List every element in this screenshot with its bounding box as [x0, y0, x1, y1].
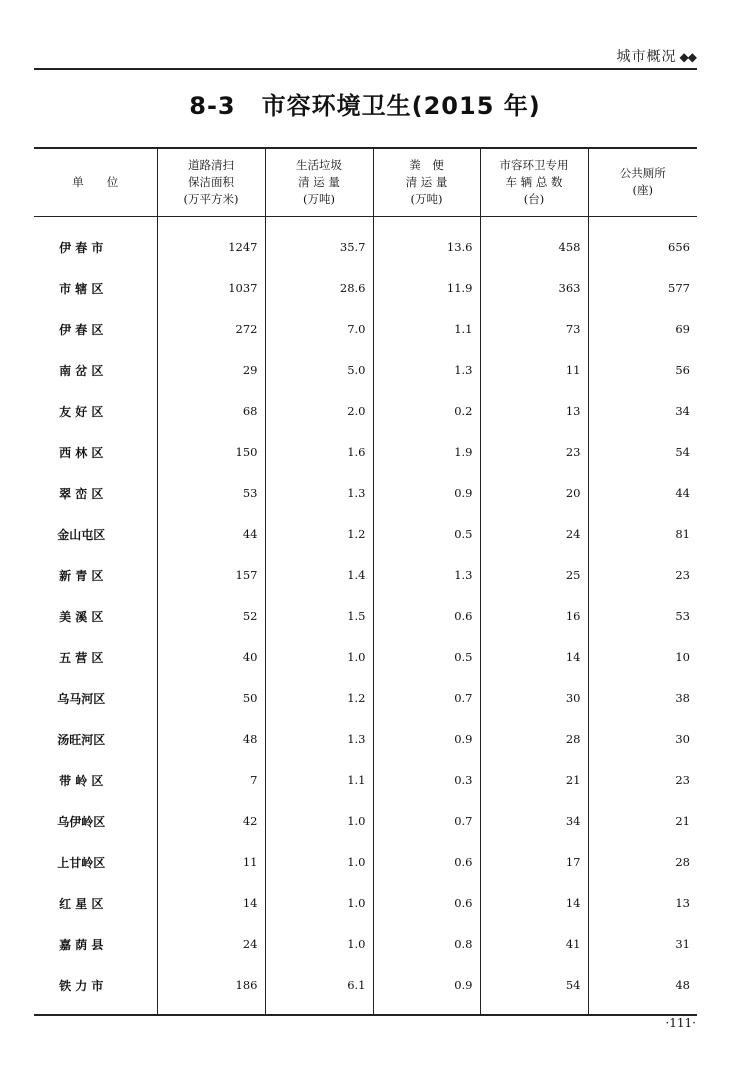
cell-excrement-volume: 1.3: [373, 350, 480, 391]
table-row: [34, 678, 697, 719]
table-body: [34, 216, 697, 1015]
column-header-unit: [34, 148, 157, 216]
cell-excrement-volume: 0.7: [373, 678, 480, 719]
header-line: (台): [523, 191, 545, 206]
cell-garbage-volume: 1.0: [265, 801, 373, 842]
cell-sanitation-vehicles: 34: [480, 801, 588, 842]
cell-public-toilets: 56: [588, 350, 697, 391]
table-title: 市容环境卫生(2015 年): [261, 92, 541, 120]
cell-garbage-volume: 1.3: [265, 719, 373, 760]
cell-sanitation-vehicles: 458: [480, 216, 588, 268]
row-label: 铁 力 市: [34, 965, 157, 1015]
cell-road-cleaning-area: 11: [157, 842, 265, 883]
row-label: 新 青 区: [59, 568, 104, 583]
row-label: 嘉 荫 县: [59, 937, 104, 952]
cell-sanitation-vehicles: 28: [480, 719, 588, 760]
cell-garbage-volume: 1.0: [265, 637, 373, 678]
table-row: [34, 216, 697, 268]
cell-garbage-volume: 1.3: [265, 473, 373, 514]
cell-sanitation-vehicles: 13: [480, 391, 588, 432]
cell-road-cleaning-area: 48: [157, 719, 265, 760]
row-label: 五 营 区: [59, 650, 104, 665]
cell-public-toilets: 81: [588, 514, 697, 555]
header-line: 车 辆 总 数: [505, 174, 563, 189]
cell-public-toilets: 69: [588, 309, 697, 350]
cell-road-cleaning-area: 157: [157, 555, 265, 596]
cell-garbage-volume: 1.0: [265, 883, 373, 924]
cell-sanitation-vehicles: 11: [480, 350, 588, 391]
cell-excrement-volume: 13.6: [373, 216, 480, 268]
column-header-sanitation-vehicles: [480, 148, 588, 216]
column-header-excrement-volume: [373, 148, 480, 216]
cell-road-cleaning-area: 1037: [157, 268, 265, 309]
cell-sanitation-vehicles: 16: [480, 596, 588, 637]
cell-public-toilets: 13: [588, 883, 697, 924]
cell-road-cleaning-area: 52: [157, 596, 265, 637]
diamond-icon: ◆◆: [679, 50, 696, 64]
table-row: [34, 473, 697, 514]
cell-excrement-volume: 0.3: [373, 760, 480, 801]
cell-sanitation-vehicles: 73: [480, 309, 588, 350]
cell-excrement-volume: 0.2: [373, 391, 480, 432]
header-line: 道路清扫: [188, 157, 234, 172]
cell-excrement-volume: 0.5: [373, 514, 480, 555]
cell-garbage-volume: 1.5: [265, 596, 373, 637]
header-line: 单 位: [72, 174, 119, 189]
cell-sanitation-vehicles: 25: [480, 555, 588, 596]
cell-excrement-volume: 0.6: [373, 596, 480, 637]
cell-road-cleaning-area: 24: [157, 924, 265, 965]
table-row: [34, 350, 697, 391]
cell-public-toilets: 31: [588, 924, 697, 965]
table-row: [34, 637, 697, 678]
table-row: [34, 309, 697, 350]
cell-road-cleaning-area: 53: [157, 473, 265, 514]
cell-public-toilets: 21: [588, 801, 697, 842]
cell-road-cleaning-area: 68: [157, 391, 265, 432]
table-row: [34, 842, 697, 883]
cell-road-cleaning-area: 1247: [157, 216, 265, 268]
row-label: 市 辖 区: [59, 281, 104, 296]
cell-sanitation-vehicles: 23: [480, 432, 588, 473]
table-row: [34, 924, 697, 965]
row-label: 乌伊岭区: [57, 814, 106, 829]
table-header: [34, 148, 697, 216]
cell-public-toilets: 53: [588, 596, 697, 637]
cell-excrement-volume: 0.6: [373, 883, 480, 924]
cell-garbage-volume: 1.1: [265, 760, 373, 801]
header-line: 清 运 量: [298, 174, 340, 189]
table-row: [34, 555, 697, 596]
row-label: 友 好 区: [59, 404, 104, 419]
running-head-label: 城市概况: [616, 49, 677, 65]
cell-sanitation-vehicles: 24: [480, 514, 588, 555]
page-number: ·111·: [665, 1016, 696, 1030]
cell-sanitation-vehicles: 20: [480, 473, 588, 514]
cell-excrement-volume: 0.9: [373, 965, 480, 1015]
row-label: 带 岭 区: [59, 773, 104, 788]
cell-public-toilets: 28: [588, 842, 697, 883]
cell-garbage-volume: 1.2: [265, 514, 373, 555]
cell-excrement-volume: 0.9: [373, 473, 480, 514]
header-line: (万吨): [303, 191, 335, 206]
cell-sanitation-vehicles: 14: [480, 883, 588, 924]
table-row: [34, 801, 697, 842]
header-line: 生活垃圾: [296, 157, 342, 172]
table-row: [34, 268, 697, 309]
table-row: [34, 883, 697, 924]
cell-road-cleaning-area: 186: [157, 965, 265, 1015]
cell-road-cleaning-area: 7: [157, 760, 265, 801]
cell-garbage-volume: 7.0: [265, 309, 373, 350]
header-line: 清 运 量: [405, 174, 448, 189]
table-row: [34, 760, 697, 801]
cell-road-cleaning-area: 42: [157, 801, 265, 842]
cell-public-toilets: 34: [588, 391, 697, 432]
cell-public-toilets: 48: [588, 965, 697, 1015]
row-label: 西 林 区: [59, 445, 104, 460]
cell-public-toilets: 577: [588, 268, 697, 309]
cell-sanitation-vehicles: 41: [480, 924, 588, 965]
cell-public-toilets: 30: [588, 719, 697, 760]
cell-garbage-volume: 1.0: [265, 842, 373, 883]
running-head: [617, 46, 696, 66]
header-line: (万平方米): [183, 191, 239, 206]
header-line: 粪 便: [409, 157, 444, 172]
header-line: (座): [632, 183, 653, 198]
column-header-garbage-volume: [265, 148, 373, 216]
cell-excrement-volume: 0.7: [373, 801, 480, 842]
cell-garbage-volume: 28.6: [265, 268, 373, 309]
cell-road-cleaning-area: 44: [157, 514, 265, 555]
cell-sanitation-vehicles: 17: [480, 842, 588, 883]
cell-public-toilets: 54: [588, 432, 697, 473]
cell-excrement-volume: 1.1: [373, 309, 480, 350]
table-row: [34, 514, 697, 555]
cell-road-cleaning-area: 50: [157, 678, 265, 719]
cell-road-cleaning-area: 150: [157, 432, 265, 473]
row-label: 伊 春 市: [59, 240, 104, 255]
cell-public-toilets: 23: [588, 760, 697, 801]
cell-sanitation-vehicles: 30: [480, 678, 588, 719]
row-label: 汤旺河区: [57, 732, 106, 747]
cell-garbage-volume: 2.0: [265, 391, 373, 432]
cell-excrement-volume: 11.9: [373, 268, 480, 309]
cell-excrement-volume: 0.5: [373, 637, 480, 678]
header-line: 保洁面积: [188, 174, 234, 189]
header-line: (万吨): [410, 191, 443, 206]
table-row: [34, 719, 697, 760]
column-header-road-cleaning-area: [157, 148, 265, 216]
cell-road-cleaning-area: 40: [157, 637, 265, 678]
cell-excrement-volume: 0.6: [373, 842, 480, 883]
cell-sanitation-vehicles: 14: [480, 637, 588, 678]
cell-road-cleaning-area: 14: [157, 883, 265, 924]
cell-garbage-volume: 1.0: [265, 924, 373, 965]
cell-public-toilets: 10: [588, 637, 697, 678]
header-rule: [34, 68, 697, 70]
header-row: [34, 148, 697, 216]
cell-public-toilets: 23: [588, 555, 697, 596]
column-header-public-toilets: [588, 148, 697, 216]
table-number: 8-3: [189, 92, 236, 120]
cell-public-toilets: 44: [588, 473, 697, 514]
header-line: 公共厕所: [619, 166, 666, 181]
cell-public-toilets: 656: [588, 216, 697, 268]
sanitation-table: [34, 147, 697, 1016]
row-label: 乌马河区: [57, 691, 106, 706]
table-row: [34, 391, 697, 432]
cell-excrement-volume: 1.9: [373, 432, 480, 473]
cell-excrement-volume: 0.9: [373, 719, 480, 760]
row-label: 金山屯区: [57, 527, 106, 542]
table-row: [34, 965, 697, 1015]
cell-public-toilets: 38: [588, 678, 697, 719]
page-title: [0, 86, 730, 121]
table-row: [34, 596, 697, 637]
cell-garbage-volume: 1.4: [265, 555, 373, 596]
row-label: 红 星 区: [59, 896, 104, 911]
cell-garbage-volume: 5.0: [265, 350, 373, 391]
header-line: 市容环卫专用: [499, 157, 569, 172]
cell-garbage-volume: 6.1: [265, 965, 373, 1015]
cell-garbage-volume: 1.2: [265, 678, 373, 719]
cell-sanitation-vehicles: 363: [480, 268, 588, 309]
cell-road-cleaning-area: 272: [157, 309, 265, 350]
cell-sanitation-vehicles: 54: [480, 965, 588, 1015]
cell-garbage-volume: 1.6: [265, 432, 373, 473]
row-label: 南 岔 区: [59, 363, 104, 378]
cell-excrement-volume: 0.8: [373, 924, 480, 965]
row-label: 伊 春 区: [59, 322, 104, 337]
row-label: 翠 峦 区: [59, 486, 104, 501]
cell-garbage-volume: 35.7: [265, 216, 373, 268]
row-label: 上甘岭区: [57, 855, 106, 870]
cell-sanitation-vehicles: 21: [480, 760, 588, 801]
row-label: 美 溪 区: [59, 609, 104, 624]
table-row: [34, 432, 697, 473]
cell-excrement-volume: 1.3: [373, 555, 480, 596]
cell-road-cleaning-area: 29: [157, 350, 265, 391]
